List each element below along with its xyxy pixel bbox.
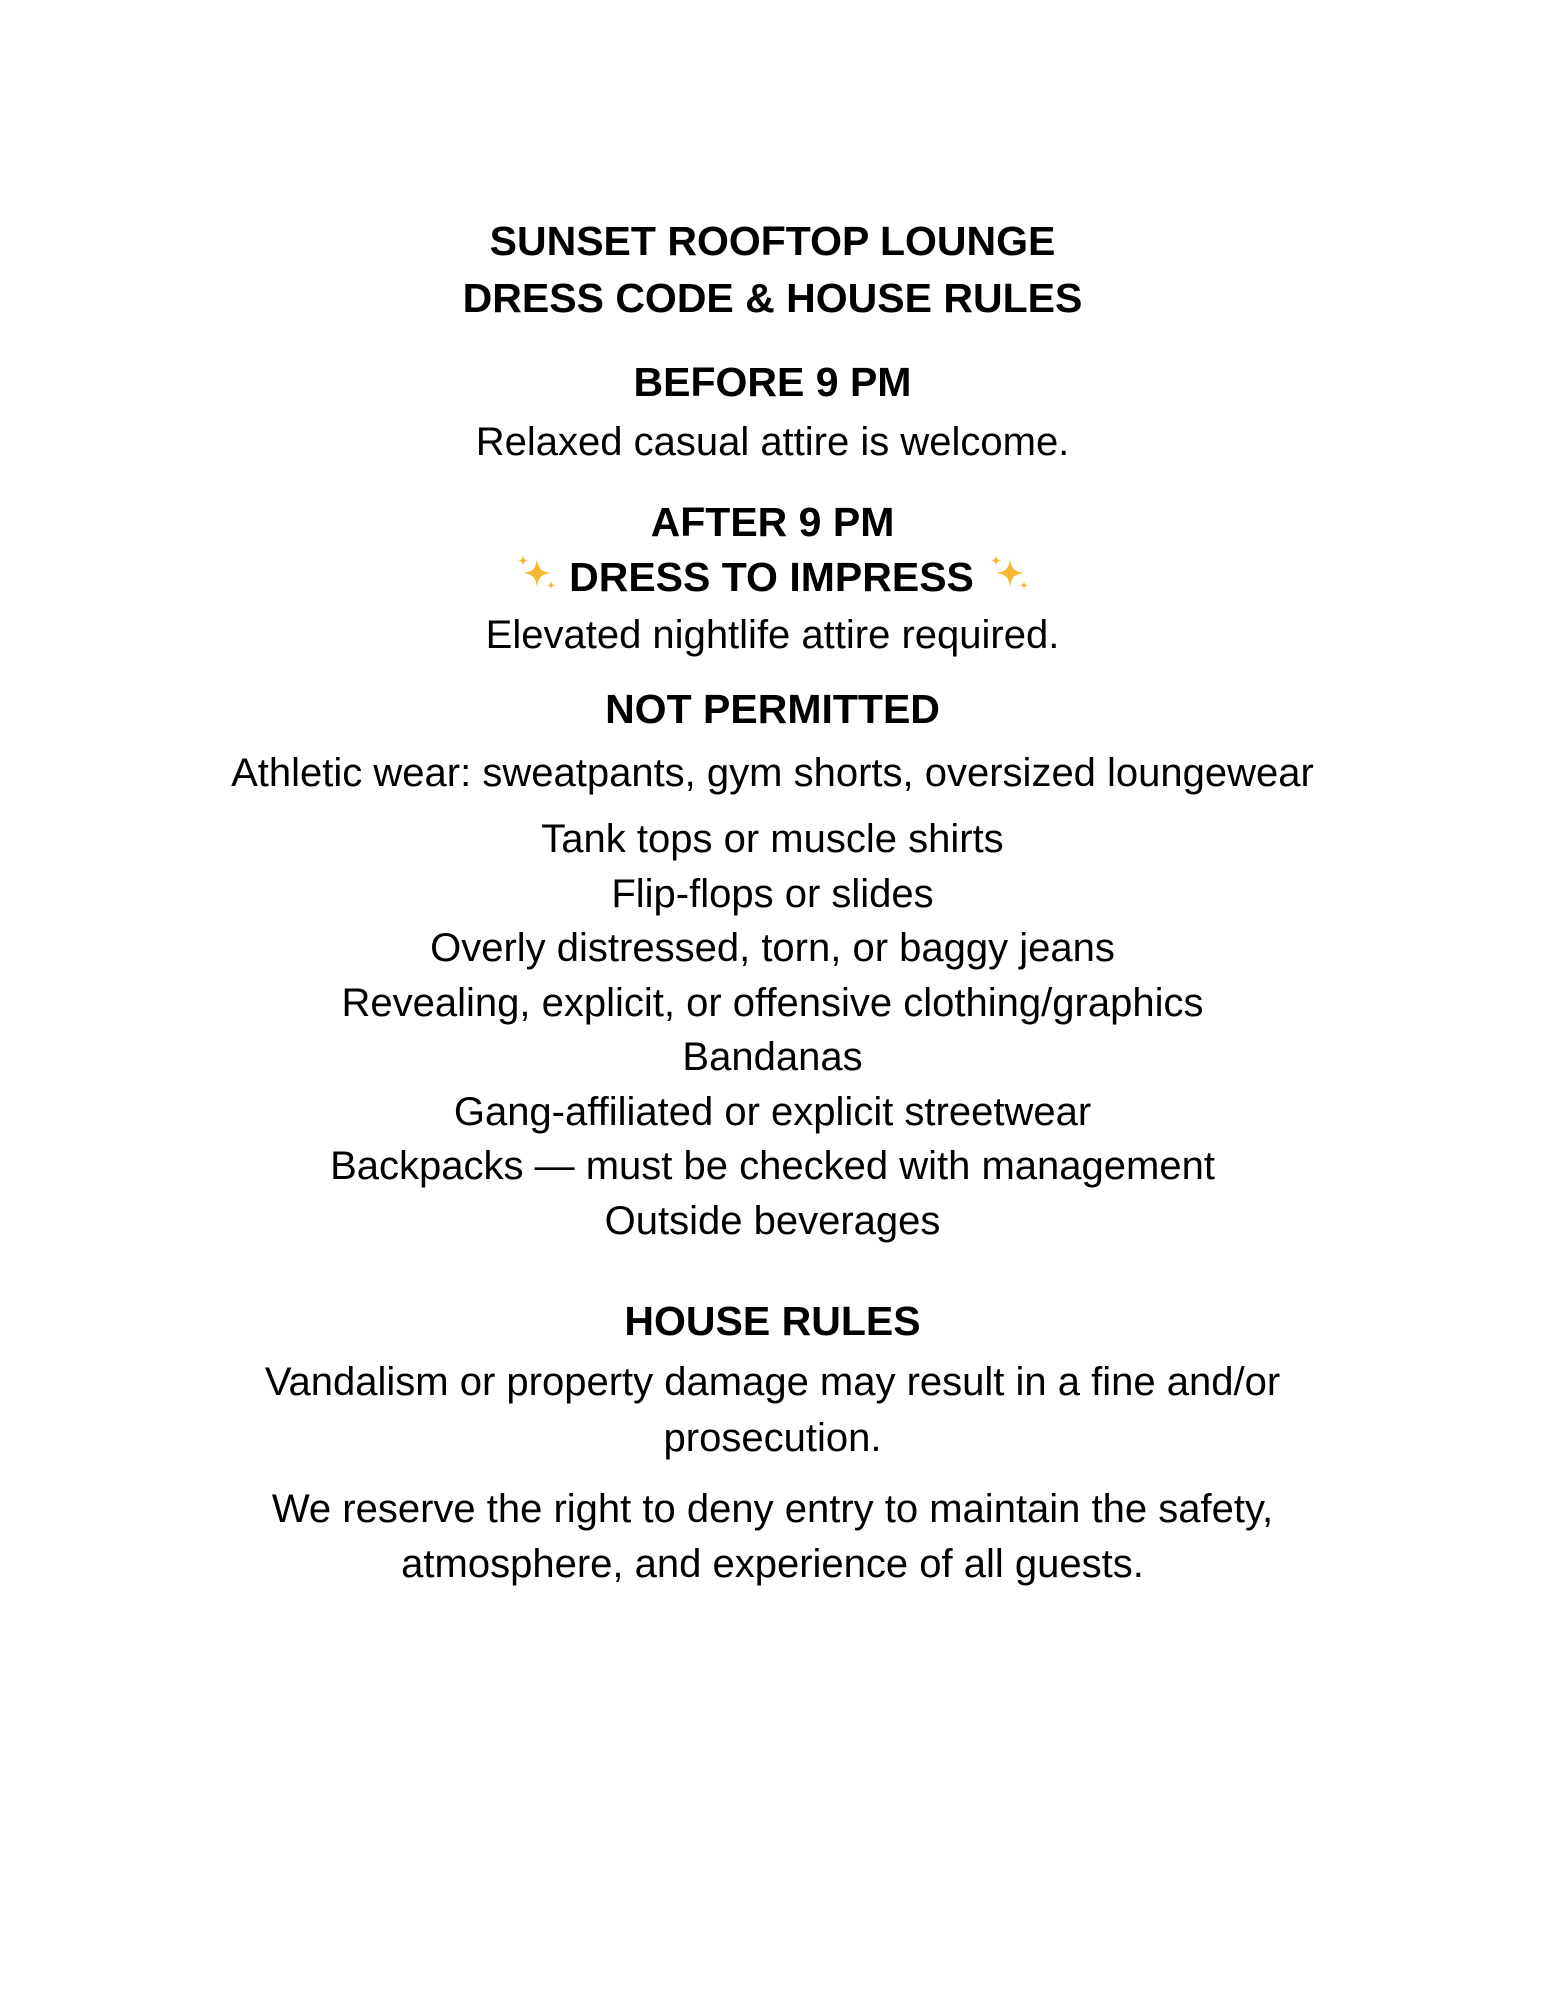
house-rule-2-line-1: We reserve the right to deny entry to maintain the safety, [271,1487,1274,1531]
house-rule-1-line-2: prosecution. [663,1416,882,1460]
list-item: Gang-affiliated or explicit streetwear [453,1089,1092,1134]
not-permitted-heading: NOT PERMITTED [605,686,940,732]
list-item: Tank tops or muscle shirts [541,817,1004,861]
list-item: Athletic wear: sweatpants, gym shorts, oversized loungewear [231,751,1314,795]
after-9pm-heading: AFTER 9 PM [650,499,895,545]
sparkles-icon [513,551,559,597]
list-item: Outside beverages [604,1198,941,1243]
title-line-2: DRESS CODE & HOUSE RULES [462,275,1083,321]
list-item: Backpacks — must be checked with management [330,1144,1215,1188]
dress-to-impress-row [0,550,1545,604]
page-title [0,213,1545,327]
before-9pm-heading: BEFORE 9 PM [633,359,912,405]
list-item: Revealing, explicit, or offensive clothing/graphics [341,980,1204,1025]
before-9pm-text: Relaxed casual attire is welcome. [475,420,1070,464]
list-item: Bandanas [682,1035,863,1079]
list-item: Overly distressed, torn, or baggy jeans [430,926,1115,970]
not-permitted-list [0,812,1545,1248]
house-rule-1-line-1: Vandalism or property damage may result in a fine and/or [264,1360,1281,1404]
house-rule-2-line-2: atmosphere, and experience of all guests. [401,1542,1144,1586]
list-item: Flip-flops or slides [611,871,934,916]
title-line-1: SUNSET ROOFTOP LOUNGE [489,218,1056,264]
sparkles-icon [986,551,1032,597]
after-9pm-text: Elevated nightlife attire required. [485,613,1060,657]
house-rules-heading: HOUSE RULES [624,1298,921,1344]
dress-to-impress-label: DRESS TO IMPRESS [569,554,974,600]
